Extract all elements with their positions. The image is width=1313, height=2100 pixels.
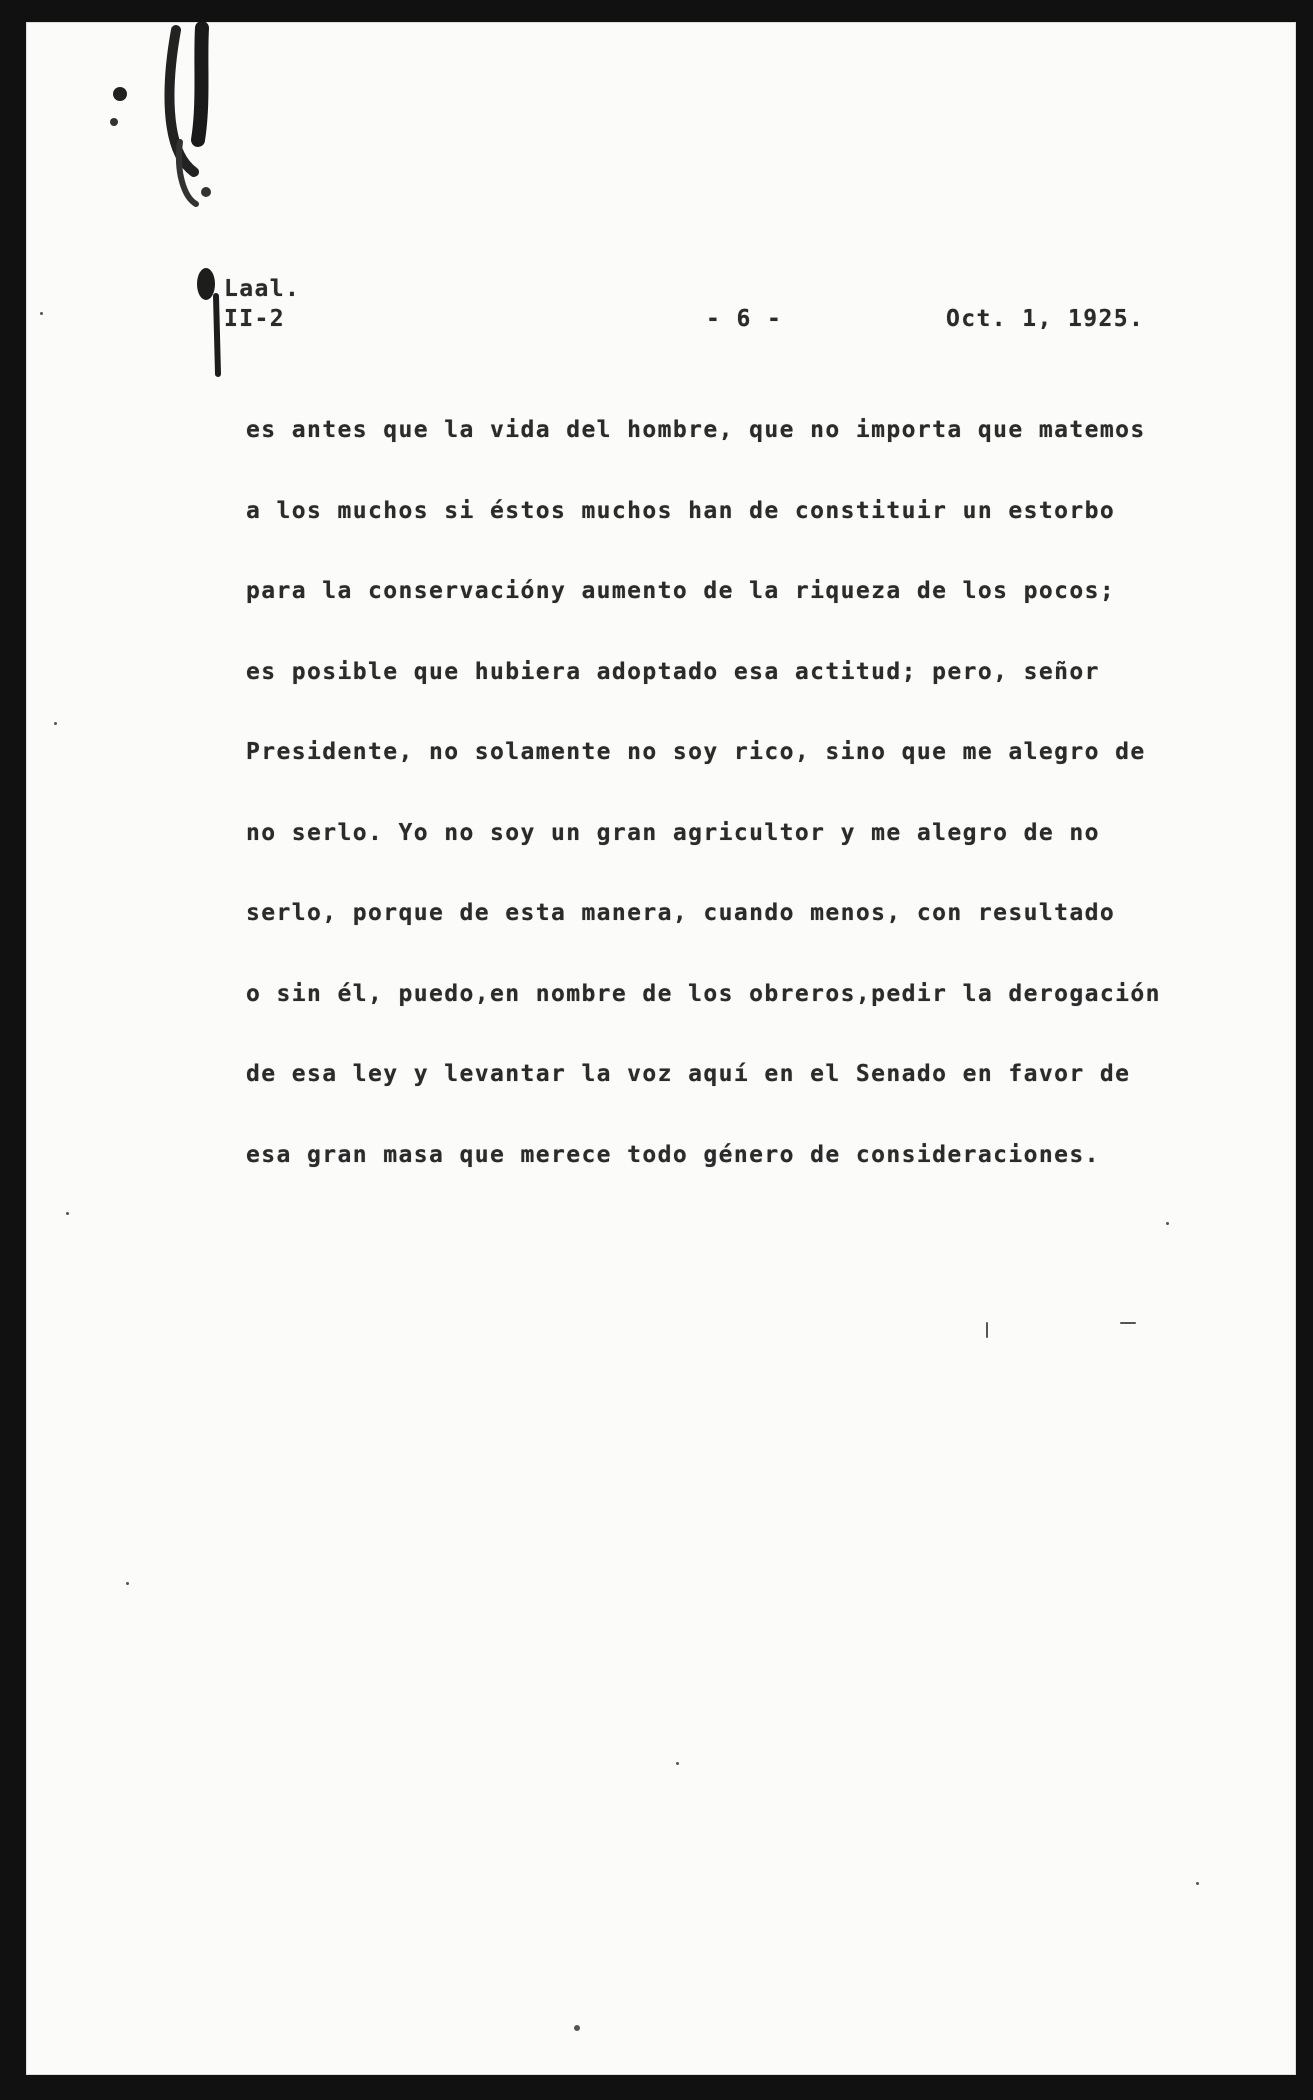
paper-speck <box>1196 1882 1199 1885</box>
text-line: o sin él, puedo,en nombre de los obreros,pedir la derogación <box>246 980 1161 1007</box>
text-line: a los muchos si éstos muchos han de constituir un estorbo <box>246 497 1116 524</box>
page-number: - 6 - <box>706 306 783 332</box>
reference-line-2: II-2 <box>224 306 285 332</box>
left-margin-ink-mark <box>194 256 224 386</box>
document-page <box>26 22 1296 2075</box>
paper-speck <box>126 1582 129 1585</box>
paper-speck <box>40 312 43 315</box>
paper-speck <box>66 1212 69 1215</box>
reference-line-1: Laal. <box>224 276 301 302</box>
document-reference <box>224 274 300 334</box>
paper-speck <box>676 1762 679 1765</box>
text-line: es antes que la vida del hombre, que no importa que matemos <box>246 417 1146 443</box>
text-line: no serlo. Yo no soy un gran agricultor y me alegro de no <box>246 819 1100 846</box>
text-line: esa gran masa que merece todo género de consideraciones. <box>246 1141 1100 1168</box>
text-line: serlo, porque de esta manera, cuando menos, con resultado <box>246 900 1116 926</box>
text-line: Presidente, no solamente no soy rico, sino que me alegro de <box>246 739 1146 765</box>
paper-speck <box>1120 1322 1136 1324</box>
document-date: Oct. 1, 1925. <box>946 306 1145 332</box>
paper-speck <box>986 1322 988 1338</box>
text-line: de esa ley y levantar la voz aquí en el Senado en favor de <box>246 1061 1131 1087</box>
body-text <box>246 410 1206 1215</box>
paper-speck <box>574 2025 580 2031</box>
text-line: es posible que hubiera adoptado esa actitud; pero, señor <box>246 658 1100 685</box>
ink-blot-mark <box>84 22 244 222</box>
paper-speck <box>54 722 57 725</box>
paper-speck <box>1166 1222 1169 1225</box>
text-line: para la conservacióny aumento de la riqueza de los pocos; <box>246 578 1116 604</box>
